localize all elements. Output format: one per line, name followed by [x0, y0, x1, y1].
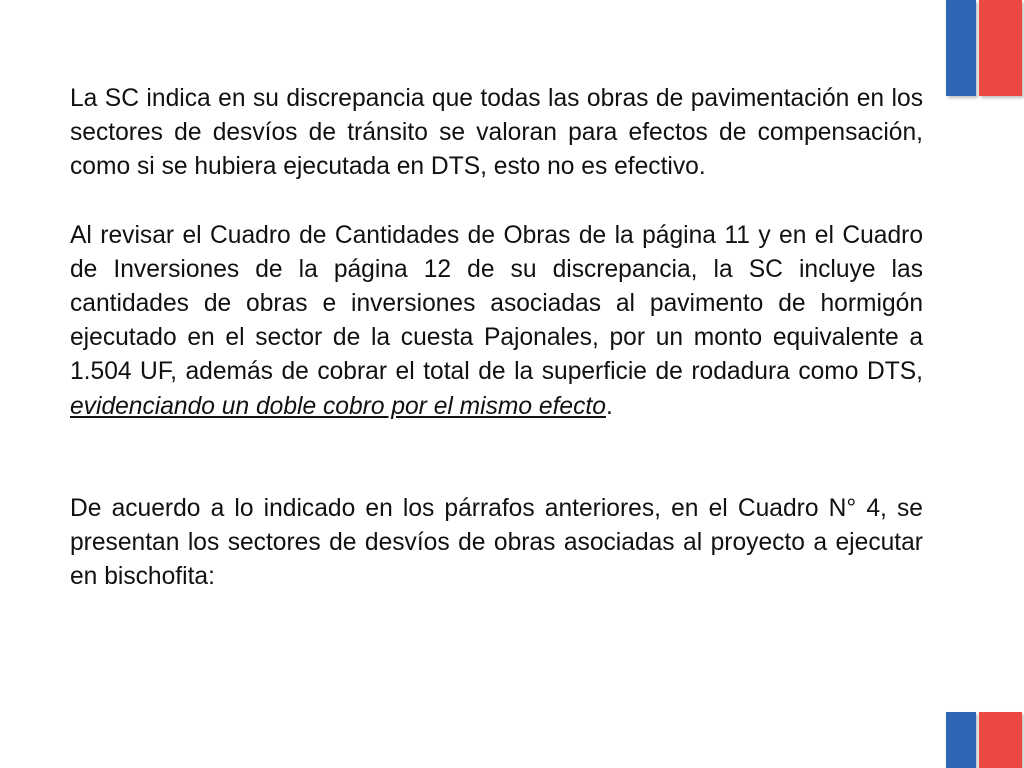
flag-blue-bar [946, 0, 976, 96]
paragraph-3: De acuerdo a lo indicado en los párrafos anteriores, en el Cuadro N° 4, se presentan los sectores de desvíos de obras asociadas al proyecto a ejecutar en bischofita: [70, 494, 923, 591]
flag-decoration-bottom [946, 712, 1024, 768]
paragraph-2-text: Al revisar el Cuadro de Cantidades de Obras de la página 11 y en el Cuadro de Inversiones de la página 12 de su discrepancia, la SC incluye las cantidades de obras e inversiones asociadas al pavimento de hormigón ejecutado en el sector de la cuesta Pajonales, por un monto equivalente a 1.504 UF, además de cobrar el total de la superficie de rodadura como DTS, [70, 221, 923, 386]
paragraph-2 [70, 219, 923, 424]
flag-blue-bar-bottom [946, 712, 976, 768]
flag-red-bar-bottom [979, 712, 1022, 768]
flag-red-bar [979, 0, 1022, 96]
slide-body [70, 82, 923, 594]
paragraph-2-end: . [605, 392, 613, 420]
paragraph-1: La SC indica en su discrepancia que todas las obras de pavimentación en los sectores de desvíos de tránsito se valoran para efectos de compensación, como si se hubiera ejecutada en DTS, esto no es efectivo. [70, 85, 923, 181]
paragraph-2-emphasis: evidenciando un doble cobro por el mismo efecto [70, 392, 606, 420]
flag-decoration-top [946, 0, 1024, 96]
